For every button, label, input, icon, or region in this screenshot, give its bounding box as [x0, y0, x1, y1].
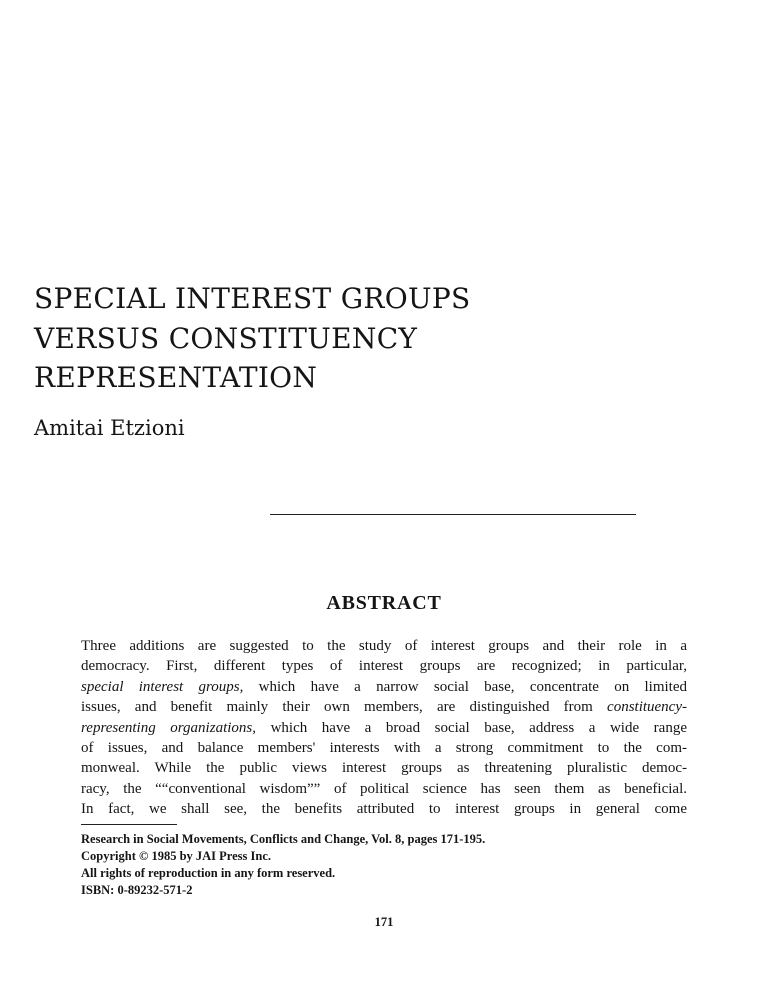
- author-name: Amitai Etzioni: [34, 416, 185, 440]
- title-line-3: REPRESENTATION: [34, 361, 318, 394]
- footnote-journal: Research in Social Movements, Conflicts and Change, Vol. 8, pages 171-195.: [81, 832, 486, 846]
- abstract-text: Three additions are suggested to the study of interest groups and their role in a: [81, 638, 687, 654]
- abstract-heading: ABSTRACT: [326, 592, 442, 614]
- abstract-line: [81, 636, 687, 656]
- footnote-rights: All rights of reproduction in any form reserved.: [81, 866, 336, 880]
- page-number: 171: [374, 915, 394, 929]
- abstract-line: [81, 677, 687, 697]
- abstract-line: [81, 779, 687, 799]
- abstract-text: racy, the ““conventional wisdom”” of political science has seen them as beneficial.: [81, 780, 687, 797]
- abstract-body: [81, 636, 687, 820]
- abstract-italic-term: constituency-: [607, 699, 687, 716]
- title-line-1: SPECIAL INTEREST GROUPS: [34, 282, 471, 315]
- abstract-line: [81, 799, 687, 819]
- abstract-text: In fact, we shall see, the benefits attributed to interest groups in general come: [81, 801, 687, 818]
- abstract-line: [81, 718, 687, 738]
- abstract-italic-term: representing organizations,: [81, 719, 256, 736]
- abstract-italic-term: special interest groups,: [81, 678, 244, 695]
- footnote-copyright: Copyright © 1985 by JAI Press Inc.: [81, 849, 272, 863]
- abstract-text: democracy. First, different types of interest groups are recognized; in particular,: [81, 658, 687, 675]
- footnote-divider: [81, 824, 177, 825]
- abstract-text: of issues, and balance members' interests with a strong commitment to the com-: [81, 740, 687, 757]
- abstract-line: [81, 758, 687, 778]
- abstract-text: monweal. While the public views interest groups as threatening pluralistic democ-: [81, 760, 687, 777]
- title-line-2: VERSUS CONSTITUENCY: [34, 322, 418, 355]
- title-divider: [270, 514, 636, 515]
- abstract-line: [81, 738, 687, 758]
- abstract-text: which have a narrow social base, concentrate on limited: [243, 678, 687, 695]
- abstract-text: issues, and benefit mainly their own members, are distinguished from: [81, 699, 608, 716]
- abstract-line: [81, 697, 687, 717]
- abstract-text: which have a broad social base, address a wide range: [256, 719, 687, 736]
- footnote-isbn: ISBN: 0-89232-571-2: [81, 883, 193, 897]
- abstract-line: [81, 656, 687, 676]
- footnote: [81, 831, 641, 899]
